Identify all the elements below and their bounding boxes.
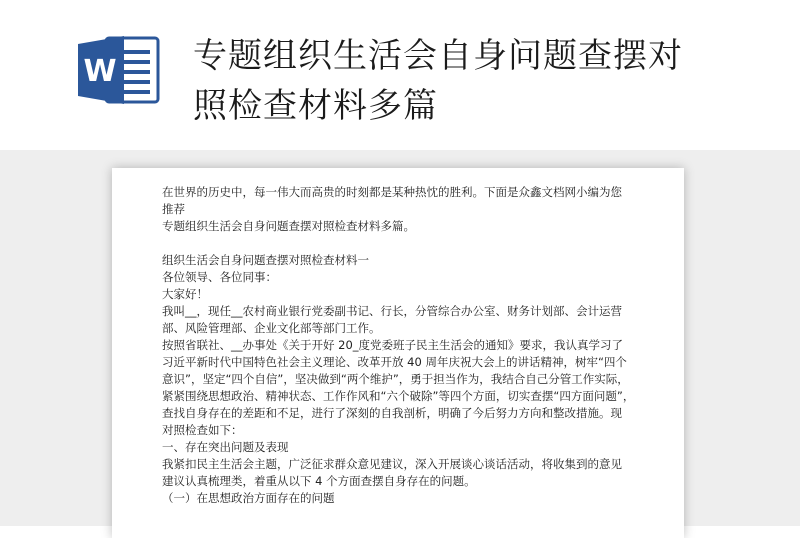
doc-line: 紧紧围绕思想政治、精神状态、工作作风和“六个破除”等四个方面，切实查摆“四方面问题”， (162, 389, 635, 403)
doc-blank-line (162, 235, 642, 252)
document-body (162, 184, 642, 507)
doc-line: 部、风险管理部、企业文化部等部门工作。 (162, 321, 381, 335)
doc-line: 推荐 (162, 202, 185, 216)
doc-line: 意识”，坚定“四个自信”，坚决做到“两个维护”，勇于担当作为，我结合自己分管工作实际， (162, 372, 629, 386)
doc-line: 各位领导、各位同事： (162, 270, 277, 284)
doc-section-heading: 组织生活会自身问题查摆对照检查材料一 (162, 253, 369, 267)
doc-line: 建议认真梳理类，着重从以下 4 个方面查摆自身存在的问题。 (162, 474, 476, 488)
document-page[interactable] (112, 168, 684, 538)
word-document-icon (76, 34, 162, 106)
doc-line: 查找自身存在的差距和不足，进行了深刻的自我剖析，明确了今后努力方向和整改措施。现 (162, 406, 622, 420)
title-line-2: 照检查材料多篇 (193, 86, 438, 126)
doc-line: 大家好！ (162, 287, 208, 301)
doc-line: 我紧扣民主生活会主题，广泛征求群众意见建议，深入开展谈心谈话活动，将收集到的意见 (162, 457, 622, 471)
doc-line: 对照检查如下： (162, 423, 243, 437)
page-title (193, 31, 773, 131)
doc-line: 习近平新时代中国特色社会主义理论、改革开放 40 周年庆祝大会上的讲话精神，树牢“四个 (162, 355, 627, 369)
word-icon-letter: W (83, 54, 117, 89)
doc-subheading: （一）在思想政治方面存在的问题 (162, 491, 335, 505)
doc-line: 在世界的历史中，每一伟大而高贵的时刻都是某种热忱的胜利。下面是众鑫文档网小编为您 (162, 185, 622, 199)
doc-line: 专题组织生活会自身问题查摆对照检查材料多篇。 (162, 219, 415, 233)
doc-subheading: 一、存在突出问题及表现 (162, 440, 289, 454)
doc-line: 按照省联社、__办事处《关于开好 20_度党委班子民主生活会的通知》要求，我认真学习了 (162, 338, 624, 352)
title-line-1: 专题组织生活会自身问题查摆对 (193, 36, 683, 76)
header (0, 0, 800, 150)
doc-line: 我叫__，现任__农村商业银行党委副书记、行长，分管综合办公室、财务计划部、会计运营 (162, 304, 622, 318)
